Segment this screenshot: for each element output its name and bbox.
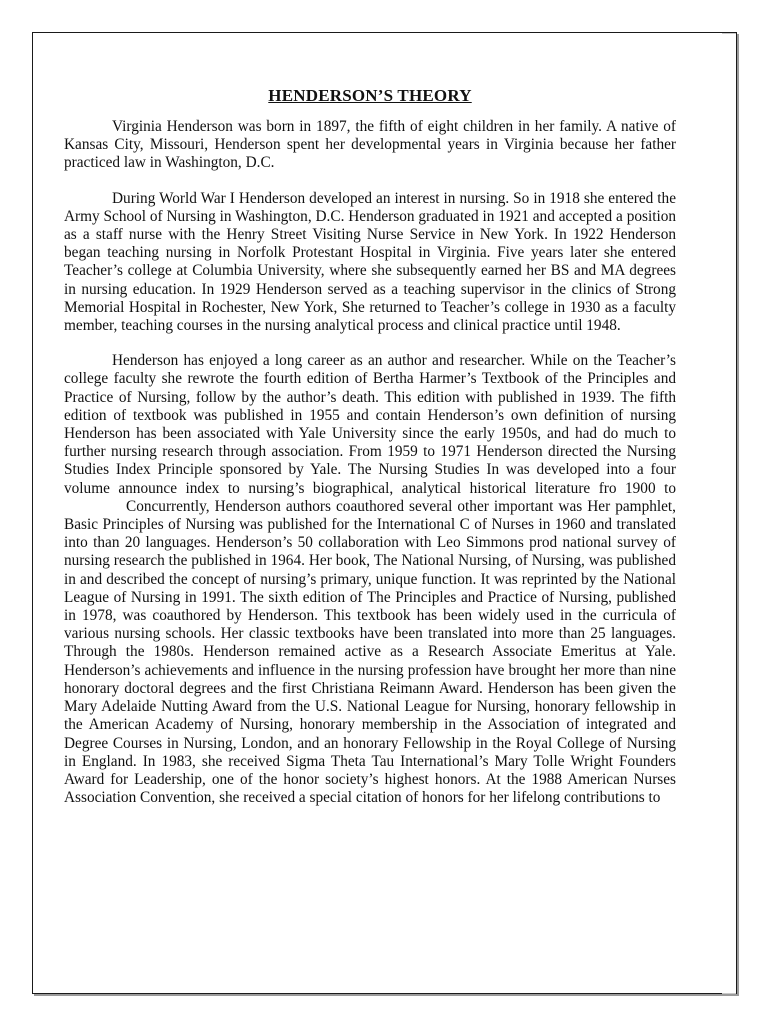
paragraph-career-text-b: Concurrently, Henderson authors coauthored several other important was Her pamphlet, Basic Principles of Nursing was published for the International C of Nurses in 1960 and translated into than 20 languages. Henderson’s 50 collaboration with Leo Simmons prod national survey of nursing research the published in 1964. Her book, The National Nursing, of Nursing, was published in and described the concept of nursing’s primary, unique function. It was reprinted by the National League of Nursing in 1991. The sixth edition of The Principles and Practice of Nursing, published in 1978, was coauthored by Henderson. This textbook has been widely used in the curricula of various nursing schools. Her classic textbooks have been translated into more than 25 languages. Through the 1980s. Henderson remained active as a Research Associate Emeritus at Yale. Henderson’s achievements and influence in the nursing profession have brought her more than nine honorary doctoral degrees and the first Christiana Reimann Award. Henderson has been given the Mary Adelaide Nutting Award from the U.S. National League for Nursing, honorary fellowship in the American Academy of Nursing, honorary membership in the Association of integrated and Degree Courses in Nursing, London, and an honorary Fellowship in the Royal College of Nursing in England. In 1983, she received Sigma Theta Tau International’s Mary Tolle Wright Founders Award for Leadership, one of the honor society’s highest honors. At the 1988 American Nurses Association Convention, she received a special citation of honors for her lifelong contributions to (64, 497, 676, 807)
paragraph-birth: Virginia Henderson was born in 1897, the fifth of eight children in her family. A native of Kansas City, Missouri, Henderson spent her developmental years in Virginia because her father practiced law in Washington, D.C. (64, 118, 676, 172)
page-edge-mark (722, 33, 736, 34)
paragraph-career (64, 352, 676, 807)
document-body (64, 86, 676, 824)
paragraph-career-text-a: Henderson has enjoyed a long career as an author and researcher. While on the Teacher’s college faculty she rewrote the fourth edition of Bertha Harmer’s Textbook of the Principles and Practice of Nursing, follow by the author’s death. This edition with published in 1939. The fifth edition of textbook was published in 1955 and contain Henderson’s own definition of nursing Henderson has been associated with Yale University since the early 1950s, and had do much to further nursing research through association. From 1959 to 1971 Henderson directed the Nursing Studies Index Principle sponsored by Yale. The Nursing Studies In was developed into a four volume announce index to nursing’s biographical, analytical historical literature fro 1900 to (64, 352, 676, 497)
paragraph-education: During World War I Henderson developed an interest in nursing. So in 1918 she entered the Army School of Nursing in Washington, D.C. Henderson graduated in 1921 and accepted a position as a staff nurse with the Henry Street Visiting Nurse Service in New York. In 1922 Henderson began teaching nursing in Norfolk Protestant Hospital in Virginia. Five years later she entered Teacher’s college at Columbia University, where she subsequently earned her BS and MA degrees in nursing education. In 1929 Henderson served as a teaching supervisor in the clinics of Strong Memorial Hospital in Rochester, New York, She returned to Teacher’s college in 1930 as a faculty member, teaching courses in the nursing analytical process and clinical practice until 1948. (64, 189, 676, 335)
page-title: HENDERSON’S THEORY (268, 86, 472, 105)
page-edge-mark (722, 993, 736, 994)
